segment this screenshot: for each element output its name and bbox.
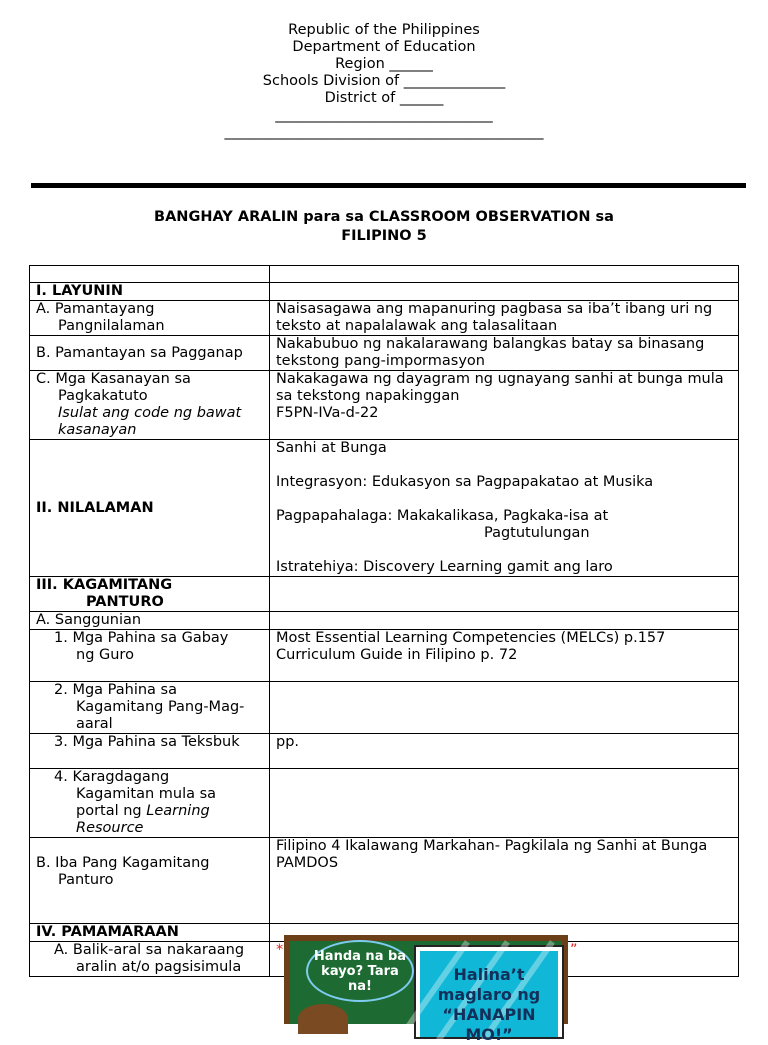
table-row bbox=[30, 371, 739, 440]
table-row bbox=[30, 301, 739, 336]
label-sanggunian: A. Sanggunian bbox=[30, 612, 270, 630]
value-pamantayan-sa-pagganap: Nakabubuo ng nakalarawang balangkas batay sa binasang tekstong pang-impormasyon bbox=[270, 336, 739, 371]
title-line-1: BANGHAY ARALIN para sa CLASSROOM OBSERVATION sa bbox=[154, 209, 614, 225]
header-blank-line-2: ____________________________________________ bbox=[224, 124, 544, 140]
header-republic: Republic of the Philippines bbox=[288, 22, 480, 38]
sign-line-3: “HANAPIN MO!” bbox=[442, 1005, 536, 1044]
table-row bbox=[30, 577, 739, 612]
label-gabay-ng-guro: 1. Mga Pahina sa Gabay ng Guro bbox=[30, 630, 270, 682]
header-blank-line-1: ______________________________ bbox=[275, 107, 493, 123]
label-kasanayan: C. Mga Kasanayan sa Pagkakatuto Isulat ang code ng bawat kasanayan bbox=[30, 371, 270, 440]
header-divider bbox=[31, 183, 746, 188]
header-department: Department of Education bbox=[292, 39, 476, 55]
value-gabay-ng-guro: Most Essential Learning Competencies (MELCs) p.157 Curriculum Guide in Filipino p. 72 bbox=[270, 630, 739, 682]
table-row bbox=[30, 440, 739, 577]
value-nilalaman: Sanhi at Bunga Integrasyon: Edukasyon sa Pagpapakatao at Musika Pagpapahalaga: Makakalikasa, Pagkaka-isa at Pagtutulungan Istratehiya: Discovery Learning gamit ang laro bbox=[270, 440, 739, 577]
header-division: Schools Division of ______________ bbox=[262, 73, 506, 89]
label-iba-pang-kagamitan: B. Iba Pang Kagamitang Panturo bbox=[30, 838, 270, 924]
document-header bbox=[0, 22, 768, 141]
character-illustration bbox=[298, 1004, 348, 1034]
game-sign bbox=[414, 945, 564, 1044]
document-title bbox=[0, 208, 768, 246]
speech-bubble: Handa na ba kayo? Tara na! bbox=[306, 940, 414, 1002]
title-line-2: FILIPINO 5 bbox=[341, 228, 427, 244]
table-row bbox=[30, 630, 739, 682]
value-teksbuk: pp. bbox=[270, 734, 739, 769]
table-row bbox=[30, 612, 739, 630]
label-teksbuk: 3. Mga Pahina sa Teksbuk bbox=[30, 734, 270, 769]
section-pamamaraan: IV. PAMAMARAAN bbox=[30, 924, 270, 942]
sign-line-2: maglaro ng bbox=[437, 985, 541, 1004]
table-row bbox=[30, 682, 739, 734]
section-layunin: I. LAYUNIN bbox=[30, 283, 270, 301]
sign-line-1: Halina’t bbox=[453, 965, 525, 984]
value-kasanayan: Nakakagawa ng dayagram ng ugnayang sanhi at bunga mula sa tekstong napakinggan F5PN-IVa-d-22 bbox=[270, 371, 739, 440]
label-karagdagang-kagamitan: 4. Karagdagang Kagamitan mula sa portal ng Learning Resource bbox=[30, 769, 270, 838]
header-region: Region ______ bbox=[335, 56, 433, 72]
table-row bbox=[30, 734, 739, 769]
value-pamantayang-pangnilalaman: Naisasagawa ang mapanuring pagbasa sa iba’t ibang uri ng teksto at napalalawak ang talasalitaan bbox=[270, 301, 739, 336]
header-district: District of ______ bbox=[324, 90, 444, 106]
table-row bbox=[30, 769, 739, 838]
value-iba-pang-kagamitan: Filipino 4 Ikalawang Markahan- Pagkilala ng Sanhi at Bunga PAMDOS bbox=[270, 838, 739, 924]
label-pamantayang-pangnilalaman: A. Pamantayang Pangnilalaman bbox=[30, 301, 270, 336]
table-row bbox=[30, 336, 739, 371]
lesson-plan-table bbox=[29, 265, 739, 977]
label-balik-aral: A. Balik-aral sa nakaraang aralin at/o pagsisimula bbox=[30, 942, 270, 977]
section-nilalaman: II. NILALAMAN bbox=[30, 440, 270, 577]
label-pamantayan-sa-pagganap: B. Pamantayan sa Pagganap bbox=[30, 336, 270, 371]
competency-code: F5PN-IVa-d-22 bbox=[276, 405, 379, 421]
label-kagamitang-pang-mag-aaral: 2. Mga Pahina sa Kagamitang Pang-Mag- aaral bbox=[30, 682, 270, 734]
table-row bbox=[30, 283, 739, 301]
section-kagamitang-panturo: III. KAGAMITANG PANTURO bbox=[30, 577, 270, 612]
table-row bbox=[30, 838, 739, 924]
value-balik-aral: * ” bbox=[270, 942, 739, 977]
table-row bbox=[30, 266, 739, 283]
